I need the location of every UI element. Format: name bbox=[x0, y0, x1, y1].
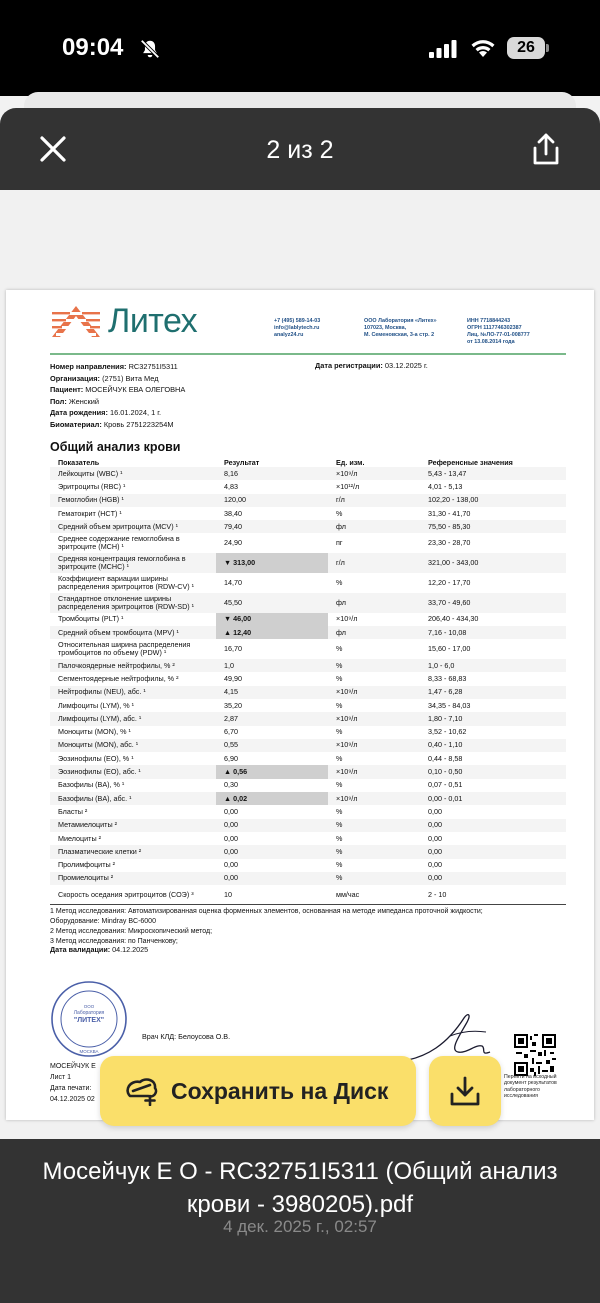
registration-date: Дата регистрации: 03.12.2025 г. bbox=[315, 361, 428, 370]
unit-cell: фл bbox=[328, 593, 420, 613]
table-row bbox=[50, 805, 566, 818]
result-cell: 2,87 bbox=[216, 712, 328, 725]
test-name-cell: Средняя концентрация гемоглобина в эритроците (MCHC) ¹ bbox=[50, 553, 216, 573]
test-name-cell: Скорость оседания эритроцитов (СОЭ) ³ bbox=[58, 890, 194, 899]
test-name-cell: Тромбоциты (PLT) ¹ bbox=[58, 614, 124, 624]
reference-cell: 102,20 - 138,00 bbox=[420, 494, 566, 507]
table-row bbox=[50, 494, 566, 507]
reference-cell: 206,40 - 434,30 bbox=[428, 614, 479, 624]
table-row bbox=[50, 686, 566, 699]
test-name-cell: Относительная ширина распределения тромбоцитов по объему (PDW) ¹ bbox=[58, 640, 191, 658]
result-cell: 35,20 bbox=[224, 700, 242, 710]
table-row bbox=[50, 752, 566, 765]
test-name-cell: Метамиелоциты ² bbox=[50, 819, 216, 832]
table-row bbox=[50, 779, 566, 792]
column-header: Референсные значения bbox=[428, 457, 513, 467]
result-cell: 4,83 bbox=[224, 481, 238, 491]
unit-cell: ×10⁹/л bbox=[328, 467, 420, 480]
result-cell: 16,70 bbox=[224, 644, 242, 654]
result-cell: 0,00 bbox=[216, 845, 328, 858]
litekh-logo-mark bbox=[50, 304, 102, 338]
unit-cell: пг bbox=[336, 538, 343, 548]
lab-address: ООО Лаборатория «Литех» 107023, Москва, М. Семеновская, 3-а стр. 2 bbox=[364, 318, 437, 338]
result-cell: 49,90 bbox=[224, 674, 242, 683]
doctor-name: Врач КЛД: Белоусова О.В. bbox=[142, 1032, 231, 1041]
test-name-cell: Палочкоядерные нейтрофилы, % ² bbox=[50, 659, 216, 672]
reference-cell: 1,0 - 6,0 bbox=[420, 659, 566, 672]
table-row bbox=[50, 533, 566, 553]
patient-meta: Номер направления: RC32751I5311 Организация: (2751) Вита Мед Пациент: МОСЕЙЧУК ЕВА ОЛЕГОВНА Пол: Женский Дата рождения: 16.01.2024, 1 г. Биоматериал: Кровь 2751223254М bbox=[50, 362, 186, 429]
result-cell: ▼ 46,00 bbox=[216, 613, 328, 626]
unit-cell: фл bbox=[328, 520, 420, 533]
unit-cell: % bbox=[336, 700, 343, 710]
lab-stamp bbox=[50, 980, 128, 1058]
unit-cell: % bbox=[336, 644, 343, 654]
test-name-cell: Сегментоядерные нейтрофилы, % ² bbox=[58, 674, 179, 683]
test-name-cell: Эозинофилы (EO), абс. ¹ bbox=[50, 765, 216, 778]
status-bar bbox=[0, 0, 600, 96]
unit-cell: % bbox=[336, 577, 343, 587]
table-row bbox=[50, 613, 566, 626]
table-row bbox=[50, 819, 566, 832]
download-icon bbox=[448, 1074, 482, 1108]
table-row bbox=[50, 739, 566, 752]
test-name-cell: Бласты ² bbox=[58, 806, 88, 816]
result-cell: 4,15 bbox=[216, 686, 328, 699]
test-name-cell: Лимфоциты (LYM), абс. ¹ bbox=[50, 712, 216, 725]
test-name-cell: Среднее содержание гемоглобина в эритроците (MCH) ¹ bbox=[58, 534, 180, 552]
reference-cell: 31,30 - 41,70 bbox=[428, 508, 471, 518]
unit-cell: фл bbox=[328, 626, 420, 639]
reference-cell: 0,00 - 0,01 bbox=[420, 792, 566, 805]
test-name-cell: Эритроциты (RBC) ¹ bbox=[58, 481, 126, 491]
document-title: Общий анализ крови bbox=[50, 440, 181, 454]
table-row bbox=[50, 672, 566, 685]
unit-cell: % bbox=[328, 819, 420, 832]
test-name-cell: Базофилы (BA), абс. ¹ bbox=[50, 792, 216, 805]
result-cell: 24,90 bbox=[224, 538, 242, 548]
result-cell: 1,0 bbox=[216, 659, 328, 672]
validation-date: Дата валидации: 04.12.2025 bbox=[50, 945, 149, 954]
reference-cell: 75,50 - 85,30 bbox=[420, 520, 566, 533]
unit-cell: % bbox=[336, 727, 343, 737]
result-cell: 0,00 bbox=[216, 819, 328, 832]
reference-cell: 0,00 bbox=[428, 860, 442, 870]
reference-cell: 0,10 - 0,50 bbox=[420, 765, 566, 778]
table-row bbox=[50, 520, 566, 533]
table-row bbox=[50, 573, 566, 593]
reference-cell: 2 - 10 bbox=[428, 890, 447, 899]
column-header: Показатель bbox=[58, 457, 100, 467]
test-name-cell: Миелоциты ² bbox=[58, 833, 102, 843]
result-cell: 10 bbox=[224, 890, 232, 899]
test-name-cell: Пролимфоциты ² bbox=[58, 860, 116, 870]
table-row bbox=[50, 480, 566, 493]
save-to-disk-button[interactable] bbox=[100, 1056, 416, 1126]
unit-cell: % bbox=[336, 860, 343, 870]
reference-cell: 0,00 bbox=[428, 806, 442, 816]
reference-cell: 34,35 - 84,03 bbox=[428, 700, 471, 710]
result-cell: ▼ 313,00 bbox=[216, 553, 328, 573]
unit-cell: ×10⁹/л bbox=[328, 792, 420, 805]
table-row bbox=[50, 467, 566, 480]
lab-ids: ИНН 7718844243 ОГРН 1117746302387 Лиц. №ЛО-77-01-008777 от 13.08.2014 года bbox=[467, 318, 530, 345]
table-row bbox=[50, 553, 566, 573]
unit-cell: ×10⁹/л bbox=[328, 765, 420, 778]
result-cell: 0,00 bbox=[224, 860, 238, 870]
table-row bbox=[50, 872, 566, 885]
unit-cell: ×10¹²/л bbox=[336, 481, 360, 491]
unit-cell: мм/час bbox=[336, 890, 360, 899]
share-button[interactable] bbox=[530, 132, 562, 166]
reference-cell: 4,01 - 5,13 bbox=[428, 481, 463, 491]
reference-cell: 0,00 bbox=[420, 845, 566, 858]
cellular-signal-icon bbox=[429, 40, 457, 58]
result-cell: 6,70 bbox=[224, 727, 238, 737]
test-name-cell: Гемоглобин (HGB) ¹ bbox=[50, 494, 216, 507]
header-divider bbox=[50, 353, 566, 355]
result-cell: 45,50 bbox=[216, 593, 328, 613]
reference-cell: 7,16 - 10,08 bbox=[420, 626, 566, 639]
table-row bbox=[50, 639, 566, 659]
reference-cell: 15,60 - 17,00 bbox=[428, 644, 471, 654]
result-cell: 8,16 bbox=[216, 467, 328, 480]
test-name-cell: Моноциты (MON), % ¹ bbox=[58, 727, 131, 737]
test-name-cell: Средний объем тромбоцита (MPV) ¹ bbox=[50, 626, 216, 639]
result-cell: 0,00 bbox=[224, 833, 238, 843]
table-row bbox=[50, 859, 566, 872]
document-page bbox=[6, 290, 594, 1120]
svg-text:ООО: ООО bbox=[83, 1004, 95, 1009]
table-row bbox=[50, 765, 566, 778]
result-cell: ▲ 12,40 bbox=[216, 626, 328, 639]
test-name-cell: Коэффициент вариации ширины распределения эритроцитов (RDW-CV) ¹ bbox=[58, 573, 195, 591]
reference-cell: 1,47 - 6,28 bbox=[420, 686, 566, 699]
test-name-cell: Средний объем эритроцита (MCV) ¹ bbox=[50, 520, 216, 533]
file-info-bar bbox=[0, 1139, 600, 1303]
reference-cell: 3,52 - 10,62 bbox=[428, 727, 467, 737]
table-row bbox=[50, 712, 566, 725]
reference-cell: 0,00 bbox=[420, 872, 566, 885]
unit-cell: % bbox=[336, 780, 343, 790]
column-header: Результат bbox=[224, 457, 260, 467]
litekh-logo-text: Литех bbox=[108, 302, 198, 340]
svg-text:МОСКВА: МОСКВА bbox=[79, 1049, 99, 1054]
page-counter: 2 из 2 bbox=[266, 136, 334, 164]
result-cell: 0,55 bbox=[216, 739, 328, 752]
reference-cell: 0,00 bbox=[420, 819, 566, 832]
method-footnotes: 1 Метод исследования: Автоматизированная оценка форменных элементов, основанная на методе импеданса проточной жидкости; Оборудование: Mindray BC-6000 2 Метод исследования: Микроскопический метод; 3 Метод исследования: по Панченкову; bbox=[50, 904, 566, 947]
reference-cell: 5,43 - 13,47 bbox=[420, 467, 566, 480]
unit-cell: г/л bbox=[328, 494, 420, 507]
reference-cell: 23,30 - 28,70 bbox=[428, 538, 471, 548]
test-name-cell: Гематокрит (HCT) ¹ bbox=[58, 508, 122, 518]
result-cell: 0,00 bbox=[216, 872, 328, 885]
unit-cell: ×10⁹/л bbox=[328, 712, 420, 725]
table-row bbox=[50, 792, 566, 805]
column-header: Ед. изм. bbox=[336, 457, 365, 467]
unit-cell: % bbox=[328, 845, 420, 858]
unit-cell: % bbox=[336, 806, 343, 816]
reference-cell: 1,80 - 7,10 bbox=[420, 712, 566, 725]
reference-cell: 0,00 bbox=[428, 833, 442, 843]
reference-cell: 0,40 - 1,10 bbox=[420, 739, 566, 752]
document-viewer[interactable] bbox=[0, 190, 600, 1139]
table-row bbox=[50, 593, 566, 613]
svg-text:Лаборатория: Лаборатория bbox=[73, 1010, 105, 1016]
table-row bbox=[50, 845, 566, 858]
unit-cell: % bbox=[328, 659, 420, 672]
reference-cell: 0,07 - 0,51 bbox=[428, 780, 463, 790]
result-cell: 120,00 bbox=[216, 494, 328, 507]
test-name-cell: Нейтрофилы (NEU), абс. ¹ bbox=[50, 686, 216, 699]
test-name-cell: Моноциты (MON), абс. ¹ bbox=[50, 739, 216, 752]
test-name-cell: Плазматические клетки ² bbox=[50, 845, 216, 858]
reference-cell: 8,33 - 68,83 bbox=[428, 674, 467, 683]
result-cell: 0,00 bbox=[224, 806, 238, 816]
save-to-disk-label: Сохранить на Диск bbox=[171, 1078, 389, 1104]
qr-caption: Перейти на исходный документ результатов лабораторного исследования bbox=[504, 1074, 557, 1099]
unit-cell: ×10⁹/л bbox=[328, 686, 420, 699]
table-row bbox=[50, 832, 566, 845]
test-name-cell: Эозинофилы (EO), % ¹ bbox=[58, 753, 134, 763]
test-name-cell: Лейкоциты (WBC) ¹ bbox=[50, 467, 216, 480]
results-table bbox=[50, 457, 566, 905]
result-cell: ▲ 0,56 bbox=[216, 765, 328, 778]
result-cell: ▲ 0,02 bbox=[216, 792, 328, 805]
result-cell: 6,90 bbox=[224, 753, 238, 763]
viewer-header bbox=[0, 108, 600, 190]
battery-tip bbox=[546, 44, 549, 52]
reference-cell: 33,70 - 49,60 bbox=[420, 593, 566, 613]
unit-cell: % bbox=[336, 833, 343, 843]
bell-slash-icon bbox=[139, 38, 161, 60]
table-row bbox=[50, 659, 566, 672]
result-cell: 14,70 bbox=[224, 577, 242, 587]
wifi-icon bbox=[470, 37, 496, 59]
unit-cell: % bbox=[328, 872, 420, 885]
file-name: Мосейчук Е О - RC32751I5311 (Общий анализ крови - 3980205).pdf bbox=[42, 1158, 558, 1218]
battery-indicator: 26 bbox=[507, 37, 545, 59]
print-info: МОСЕЙЧУК Е Лист 1 Дата печати: 04.12.2025 02 bbox=[50, 1063, 96, 1103]
cloud-disk-add-icon bbox=[124, 1076, 158, 1106]
result-cell: 0,30 bbox=[224, 780, 238, 790]
unit-cell: % bbox=[336, 508, 343, 518]
table-row bbox=[50, 726, 566, 739]
reference-cell: 0,44 - 8,58 bbox=[428, 753, 463, 763]
table-row bbox=[50, 699, 566, 712]
test-name-cell: Лимфоциты (LYM), % ¹ bbox=[58, 700, 134, 710]
result-cell: 38,40 bbox=[224, 508, 242, 518]
unit-cell: ×10⁹/л bbox=[336, 614, 358, 624]
qr-code[interactable] bbox=[514, 1034, 556, 1076]
svg-text:"ЛИТЕХ": "ЛИТЕХ" bbox=[73, 1017, 105, 1024]
result-cell: 79,40 bbox=[216, 520, 328, 533]
table-row bbox=[50, 626, 566, 639]
unit-cell: г/л bbox=[328, 553, 420, 573]
download-button[interactable] bbox=[429, 1056, 501, 1126]
table-row bbox=[50, 507, 566, 520]
unit-cell: % bbox=[336, 674, 343, 683]
reference-cell: 12,20 - 17,70 bbox=[428, 577, 471, 587]
test-name-cell: Базофилы (BA), % ¹ bbox=[58, 780, 125, 790]
file-date: 4 дек. 2025 г., 02:57 bbox=[223, 1217, 377, 1236]
lab-contacts: +7 (495) 589-14-03 info@lablytech.ru analyz24.ru bbox=[274, 318, 321, 338]
unit-cell: % bbox=[336, 753, 343, 763]
test-name-cell: Промиелоциты ² bbox=[50, 872, 216, 885]
test-name-cell: Стандартное отклонение ширины распределения эритроцитов (RDW-SD) ¹ bbox=[50, 593, 216, 613]
unit-cell: ×10⁹/л bbox=[328, 739, 420, 752]
reference-cell: 321,00 - 343,00 bbox=[420, 553, 566, 573]
table-row bbox=[50, 885, 566, 905]
status-time: 09:04 bbox=[62, 34, 124, 61]
